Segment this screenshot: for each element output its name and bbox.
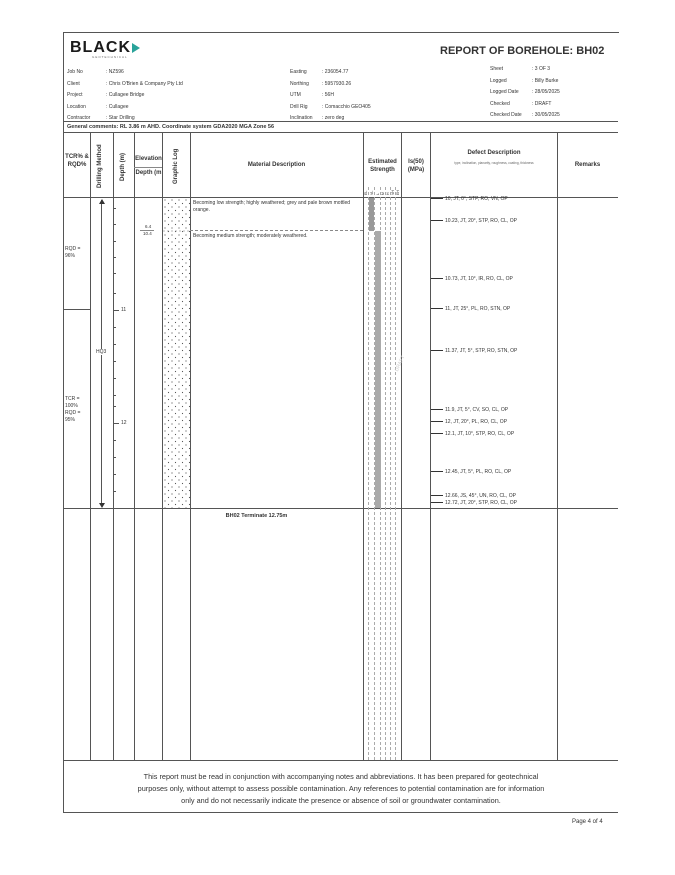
meta-value: : 236054.77 bbox=[322, 69, 349, 75]
meta-row bbox=[67, 104, 183, 116]
meta-value: : Chris O'Brien & Company Pty Ltd bbox=[106, 80, 183, 87]
defect-text: 10, JT, 0°, STP, RO, VN, OP bbox=[445, 196, 508, 202]
meta-row bbox=[67, 69, 183, 81]
meta-row bbox=[290, 104, 371, 116]
strength-gridline bbox=[390, 187, 391, 760]
meta-label: Sheet bbox=[490, 66, 504, 72]
defect-entry bbox=[431, 500, 517, 506]
material-description-1: Becoming low strength; highly weathered; grey and pale brown mottled orange. bbox=[193, 200, 351, 213]
header-material: Material Description bbox=[247, 162, 306, 168]
logo-mark-icon bbox=[132, 43, 140, 53]
meta-row bbox=[67, 81, 183, 93]
meta-left bbox=[67, 69, 183, 127]
meta-label: UTM bbox=[290, 92, 301, 98]
strength-label: VL bbox=[370, 190, 374, 195]
header-is50: Is(50) (MPa) bbox=[407, 159, 425, 173]
defect-text: 11.9, JT, 5°, CV, SO, CL, OP bbox=[445, 407, 509, 413]
col-line bbox=[134, 132, 135, 760]
strength-label: VH bbox=[391, 190, 395, 195]
defect-entry bbox=[431, 306, 510, 312]
footnote-line: purposes only, without attempt to assess possible contamination. Any references to potential contamination are for information bbox=[137, 784, 545, 793]
footnote-line: only and do not necessarily indicate the presence or absence of soil or groundwater contamination. bbox=[181, 796, 501, 805]
defect-text: 12.1, JT, 10°, STP, RO, CL, OP bbox=[445, 431, 515, 437]
elevation-depth-value: 6.4 bbox=[145, 224, 152, 229]
depth-tick bbox=[113, 440, 116, 441]
header-elevation-depth: Depth (m bbox=[135, 170, 162, 176]
meta-label: Drill Rig bbox=[290, 103, 308, 110]
defect-text: 12.72, JT, 20°, STP, RO, CL, OP bbox=[445, 500, 517, 506]
footer-bottom-line bbox=[63, 812, 618, 813]
depth-tick bbox=[113, 293, 116, 294]
meta-label: Checked Date bbox=[490, 112, 522, 118]
header-strength: Estimated Strength bbox=[368, 159, 397, 173]
depth-tick bbox=[113, 406, 116, 407]
defect-entry bbox=[431, 419, 507, 425]
defect-entry bbox=[431, 196, 508, 202]
meta-value: : DRAFT bbox=[532, 100, 552, 107]
depth-tick bbox=[113, 423, 119, 424]
meta-label: Logged Date bbox=[490, 89, 519, 95]
meta-value: : 30/05/2025 bbox=[532, 112, 560, 118]
meta-right bbox=[490, 66, 560, 124]
defect-entry bbox=[431, 469, 511, 475]
depth-tick bbox=[113, 241, 116, 242]
depth-label-11: 11 bbox=[121, 307, 127, 313]
meta-value: : Billy Burke bbox=[532, 77, 559, 84]
header-elevation: Elevation bbox=[135, 156, 162, 162]
tcr-block-lower: TCR = 100% RQD = 95% bbox=[65, 396, 81, 423]
graphic-log-pattern bbox=[163, 198, 190, 508]
depth-tick bbox=[113, 457, 116, 458]
col-line bbox=[430, 132, 431, 760]
defect-entry bbox=[431, 276, 513, 282]
meta-row bbox=[490, 66, 560, 78]
meta-value: : Comacchio GEO405 bbox=[322, 103, 371, 110]
defect-text: 10.23, JT, 20°, STP, RO, CL, OP bbox=[445, 218, 517, 224]
page-number: Page 4 of 4 bbox=[572, 819, 603, 825]
elevation-header-divider bbox=[134, 167, 162, 168]
strength-label: EH bbox=[396, 190, 400, 195]
defect-text: 11.37, JT, 5°, STP, RO, STN, OP bbox=[445, 348, 518, 354]
arrow-down-icon bbox=[99, 503, 105, 508]
meta-label: Checked bbox=[490, 100, 510, 107]
meta-value: : Cullagee bbox=[106, 103, 129, 110]
tcr-divider bbox=[63, 309, 90, 310]
defect-entry bbox=[431, 431, 514, 437]
col-line bbox=[363, 132, 364, 760]
meta-value: : zero deg bbox=[322, 115, 345, 121]
meta-bottom-line bbox=[63, 121, 618, 122]
meta-label: Inclination bbox=[290, 115, 313, 121]
meta-label: Northing bbox=[290, 80, 309, 87]
meta-row bbox=[290, 69, 371, 81]
table-bottom-line bbox=[63, 760, 618, 761]
strength-label: H bbox=[386, 192, 390, 195]
header-defect: Defect Description bbox=[467, 150, 521, 156]
material-divider bbox=[190, 230, 363, 231]
depth-tick bbox=[113, 378, 116, 379]
defect-text: 10.73, JT, 10°, IR, RO, CL, OP bbox=[445, 276, 513, 282]
defect-text: 11, JT, 25°, PL, RO, STN, OP bbox=[445, 306, 511, 312]
col-line bbox=[113, 132, 114, 760]
strength-gridline bbox=[368, 187, 369, 760]
depth-tick bbox=[113, 395, 116, 396]
header-tcr bbox=[64, 153, 90, 169]
comments-bottom-line bbox=[63, 132, 618, 133]
defect-entry bbox=[431, 407, 508, 413]
footnote-line: This report must be read in conjunction with accompanying notes and abbreviations. It has been prepared for geotechnical bbox=[143, 772, 539, 781]
strength-gridline bbox=[385, 187, 386, 760]
meta-row bbox=[490, 89, 560, 101]
meta-value: : 56H bbox=[322, 92, 334, 98]
arrow-up-icon bbox=[99, 199, 105, 204]
depth-label-12: 12 bbox=[121, 420, 127, 426]
meta-label: Project bbox=[67, 92, 83, 98]
defect-text: 12, JT, 20°, PL, RO, CL, OP bbox=[445, 419, 508, 425]
header-bottom-line bbox=[63, 197, 618, 198]
depth-tick bbox=[113, 310, 119, 311]
meta-row bbox=[490, 78, 560, 90]
col-line bbox=[401, 132, 402, 760]
depth-tick bbox=[113, 208, 116, 209]
header-tcr-text: TCR% & RQD% bbox=[65, 154, 89, 168]
defect-entry bbox=[431, 218, 517, 224]
meta-row bbox=[67, 92, 183, 104]
defect-text: 12.45, JT, 5°, PL, RO, CL, OP bbox=[445, 469, 512, 475]
material-description-2: Becoming medium strength; moderately weathered. bbox=[193, 233, 308, 239]
meta-label: Contractor bbox=[67, 115, 91, 121]
meta-label: Easting bbox=[290, 69, 307, 75]
strength-gridline bbox=[395, 187, 396, 760]
strength-bar-lower bbox=[375, 231, 381, 508]
defect-text: 12.66, JS, 45°, UN, RO, CL, OP bbox=[445, 493, 516, 499]
meta-row bbox=[290, 92, 371, 104]
logo-tagline: GEOTECHNICAL bbox=[92, 55, 128, 59]
footnote bbox=[64, 771, 618, 807]
meta-value: : 5957930.26 bbox=[322, 80, 352, 87]
company-logo bbox=[70, 39, 140, 59]
termination-label: BH02 Terminate 12.75m bbox=[225, 513, 288, 519]
report-title: REPORT OF BOREHOLE: BH02 bbox=[440, 45, 605, 57]
col-line bbox=[557, 132, 558, 760]
depth-tick bbox=[113, 327, 116, 328]
meta-label: Location bbox=[67, 103, 86, 110]
header-depth: Depth (m) bbox=[120, 153, 126, 181]
col-line bbox=[190, 132, 191, 760]
strength-label: M bbox=[381, 192, 385, 195]
depth-tick bbox=[113, 474, 116, 475]
general-comments: General comments: RL 3.86 m AHD. Coordinate system GDA2020 MGA Zone 56 bbox=[67, 124, 275, 130]
depth-tick bbox=[113, 273, 116, 274]
meta-value: : Star Drilling bbox=[106, 115, 135, 121]
meta-mid bbox=[290, 69, 371, 127]
depth-tick bbox=[113, 361, 116, 362]
meta-value: : 3 OF 3 bbox=[532, 66, 551, 72]
termination-line bbox=[63, 508, 618, 509]
defect-entry bbox=[431, 493, 516, 499]
header-remarks: Remarks bbox=[574, 162, 601, 168]
header-defect-sub: type, inclination, planarity, roughness, coating, thickness bbox=[454, 161, 534, 165]
strength-label: L bbox=[376, 193, 380, 195]
meta-label: Client bbox=[67, 80, 80, 87]
depth-tick bbox=[113, 344, 116, 345]
meta-value: : NZ596 bbox=[106, 69, 124, 75]
strength-watermark: DRAFT bbox=[394, 354, 407, 373]
meta-label: Logged bbox=[490, 77, 507, 84]
meta-value: : 28/05/2025 bbox=[532, 89, 560, 95]
tcr-block-upper: RQD = 96% bbox=[65, 246, 81, 259]
col-line bbox=[90, 132, 91, 760]
logo-text: BLACK bbox=[70, 39, 131, 56]
meta-row bbox=[290, 81, 371, 93]
depth-tick bbox=[113, 257, 116, 258]
drilling-method-label: HQ3 bbox=[96, 349, 107, 355]
meta-row bbox=[490, 101, 560, 113]
depth-tick bbox=[113, 491, 116, 492]
strength-label: EL bbox=[364, 190, 368, 195]
meta-value: : Cullagee Bridge bbox=[106, 92, 145, 98]
header-graphic-log: Graphic Log bbox=[173, 148, 179, 184]
header-drilling-method: Drilling Method bbox=[97, 144, 103, 188]
elevation-value: 10.4 bbox=[143, 231, 152, 236]
depth-tick bbox=[113, 224, 116, 225]
defect-entry bbox=[431, 348, 517, 354]
meta-label: Job No bbox=[67, 69, 83, 75]
strength-bar-upper bbox=[369, 198, 374, 231]
